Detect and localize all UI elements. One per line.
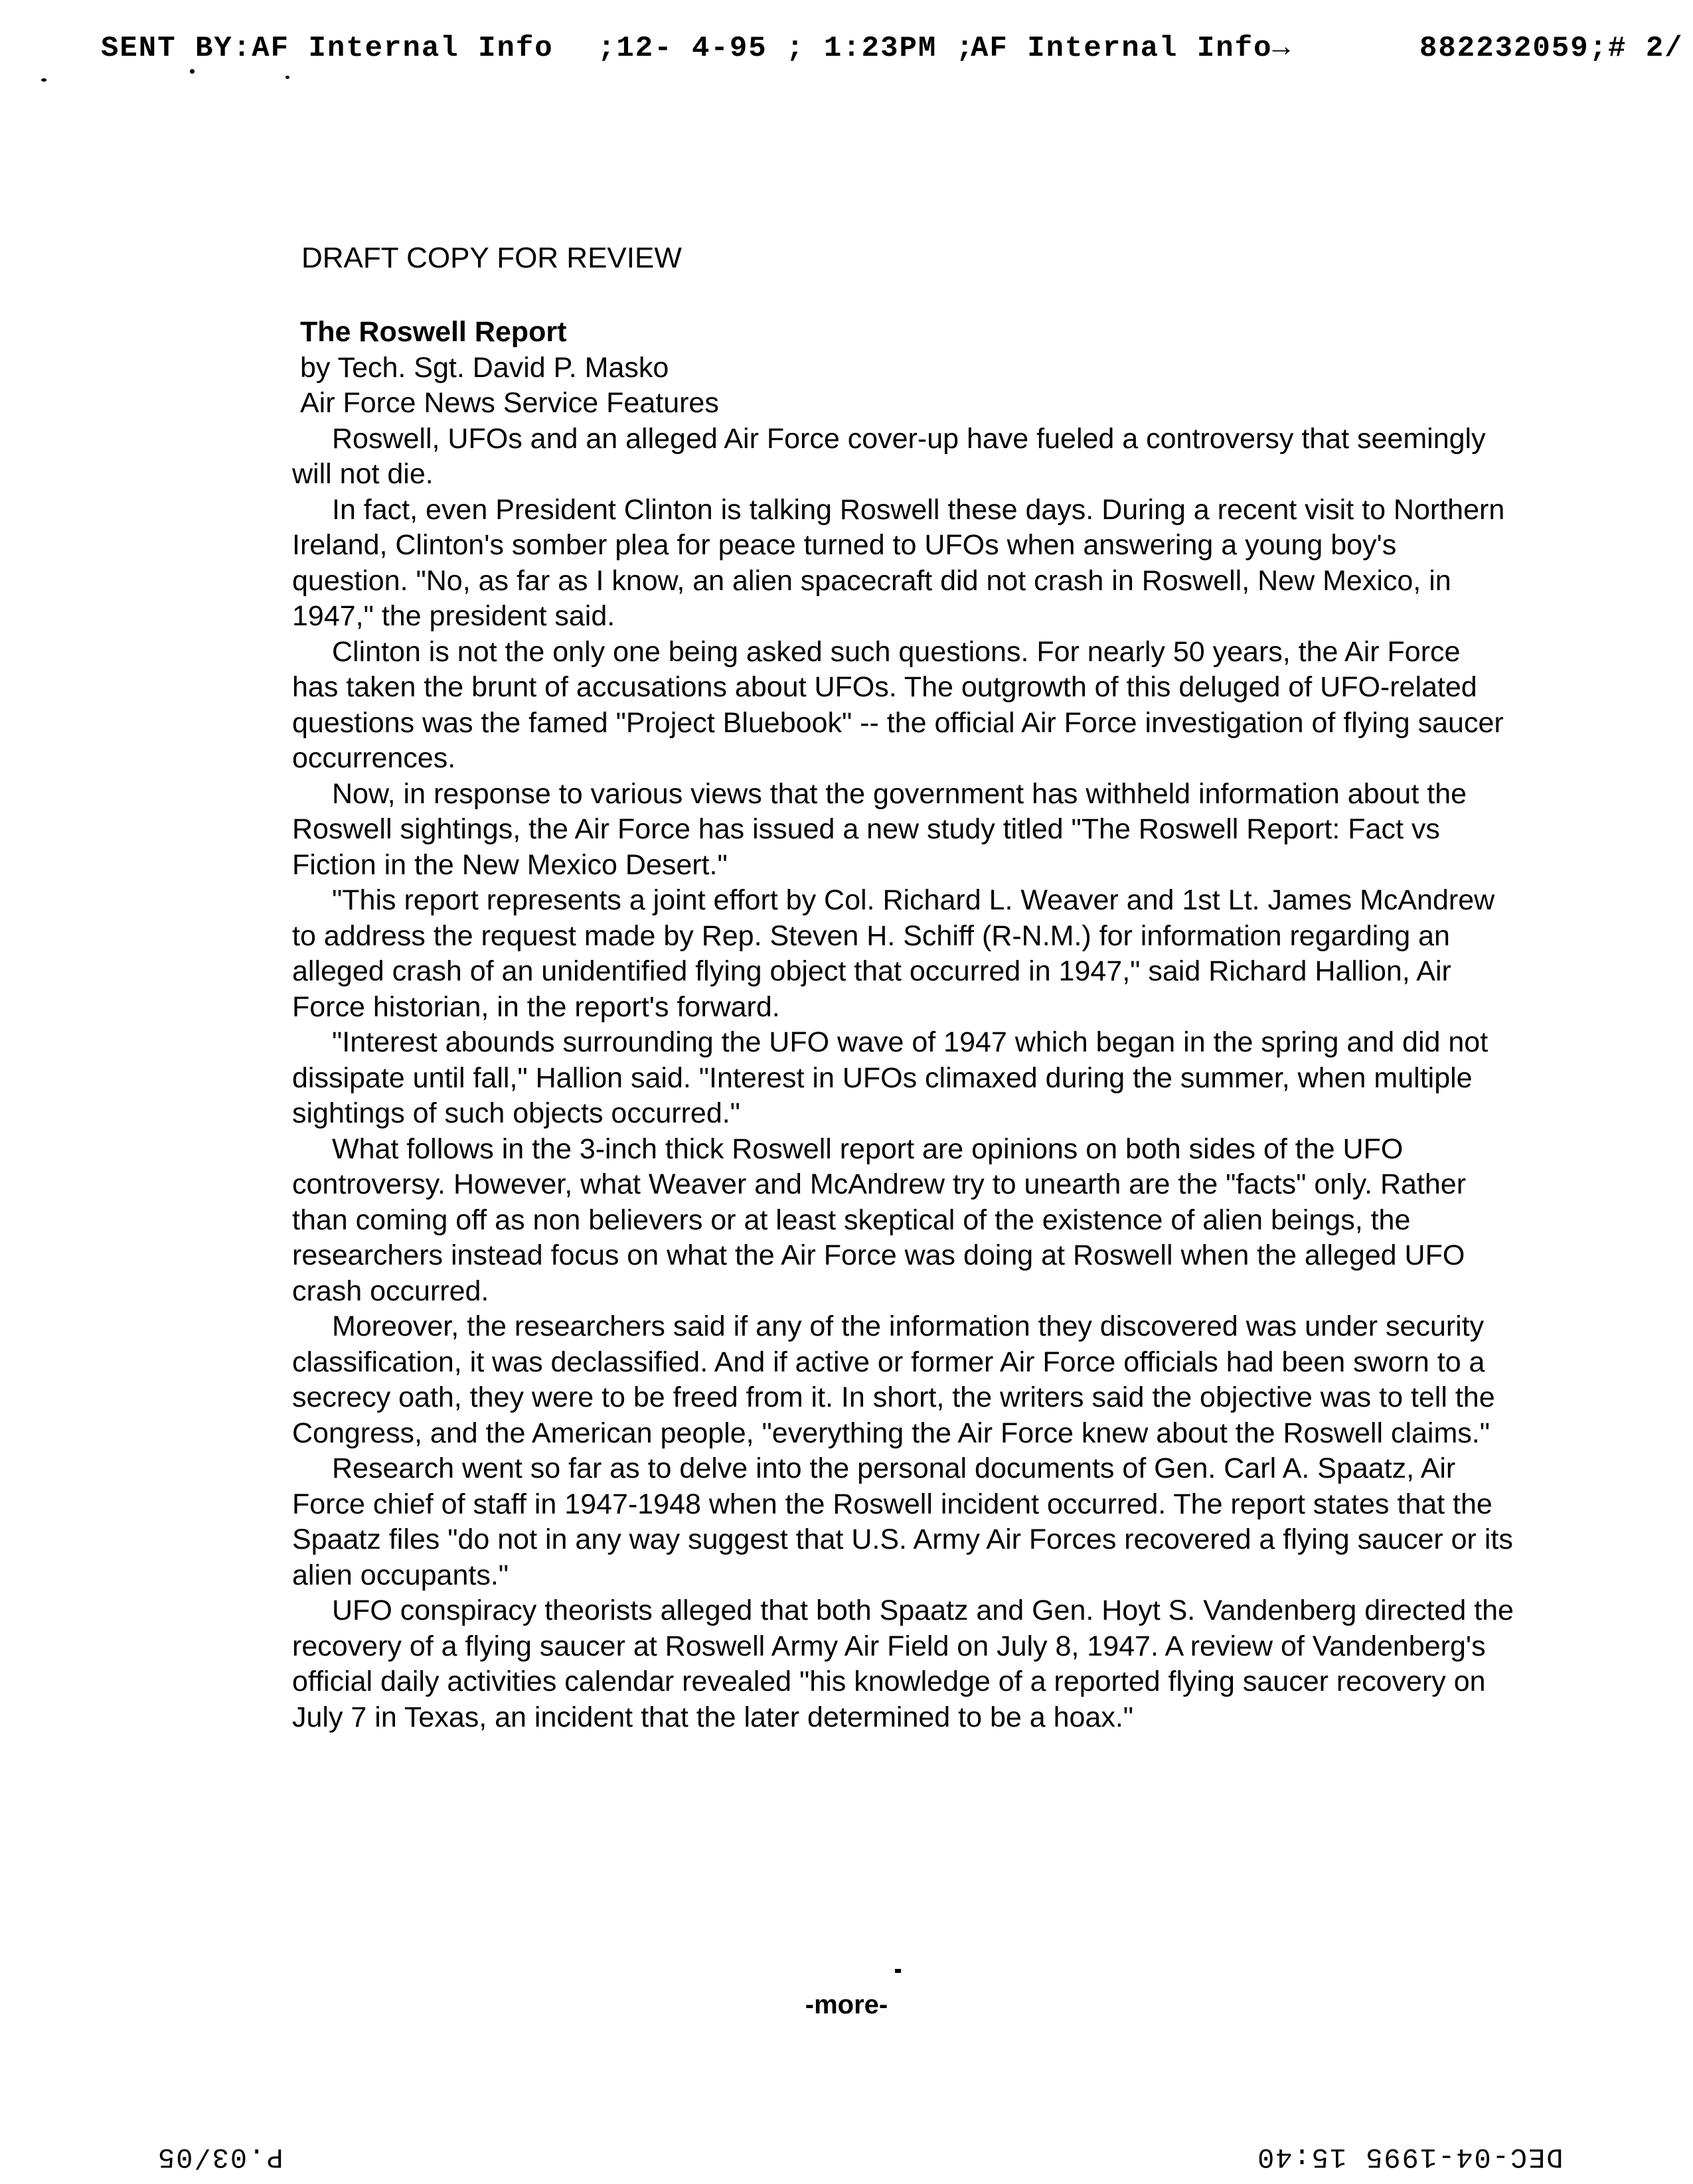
article <box>292 315 1514 1735</box>
fax-sent-by: SENT BY:AF Internal Info <box>101 32 554 65</box>
scan-speck <box>41 78 46 82</box>
article-paragraph: What follows in the 3-inch thick Roswell report are opinions on both sides of the UFO controversy. However, what Weaver and McAndrew try to unearth are the "facts" only. Rather than coming off as non believers or at least skeptical of the existence of alien beings, the researchers instead focus on what the Air Force was doing at Roswell when the alleged UFO crash occurred. <box>292 1132 1467 1307</box>
article-paragraph: "Interest abounds surrounding the UFO wave of 1947 which began in the spring and did not dissipate until fall," Hallion said. "Interest in UFOs climaxed during the summer, when multiple sightings of such objects occurred." <box>292 1026 1489 1129</box>
article-paragraph: "This report represents a joint effort by Col. Richard L. Weaver and 1st Lt. James McAndrew to address the request made by Rep. Steven H. Schiff (R-N.M.) for information regarding an alleged crash of an unidentified flying object that occurred in 1947," said Richard Hallion, Air Force historian, in the report's forward. <box>292 884 1495 1023</box>
footer-timestamp: DEC-04-1995 15:40 <box>1256 2141 1564 2173</box>
fax-date-time: ;12- 4-95 ; 1:23PM ; <box>598 32 975 65</box>
fax-header <box>0 32 1693 72</box>
article-paragraph: In fact, even President Clinton is talking Roswell these days. During a recent visit to Northern Ireland, Clinton's somber plea for peace turned to UFOs when answering a young boy's question. "No, as far as I know, an alien spacecraft did not crash in Roswell, New Mexico, in 1947," the president said. <box>292 493 1505 632</box>
draft-label: DRAFT COPY FOR REVIEW <box>301 242 682 274</box>
article-service: Air Force News Service Features <box>300 387 719 419</box>
article-paragraph: Roswell, UFOs and an alleged Air Force cover-up have fueled a controversy that seemingly will not die. <box>292 422 1486 490</box>
article-paragraph: Research went so far as to delve into the personal documents of Gen. Carl A. Spaatz, Air Force chief of staff in 1947-1948 when the Roswell incident occurred. The report states that the Spaatz files "do not in any way suggest that U.S. Army Air Forces recovered a flying saucer or its alien occupants." <box>292 1452 1513 1591</box>
more-label: -more- <box>805 1990 888 2019</box>
article-title: The Roswell Report <box>300 316 567 348</box>
article-byline: by Tech. Sgt. David P. Masko <box>300 351 669 384</box>
article-paragraph: UFO conspiracy theorists alleged that both Spaatz and Gen. Hoyt S. Vandenberg directed the recovery of a flying saucer at Roswell Army Air Field on July 8, 1947. A review of Vandenberg's official daily activities calendar revealed "his knowledge of a reported flying saucer recovery on July 7 in Texas, an incident that the later determined to be a hoax." <box>292 1595 1514 1733</box>
scan-speck <box>190 69 195 74</box>
fax-number: 882232059;# 2/ <box>1419 32 1684 65</box>
article-paragraph: Clinton is not the only one being asked such questions. For nearly 50 years, the Air Force has taken the brunt of accusations about UFOs. The outgrowth of this deluged of UFO-related questions was the famed "Project Bluebook" -- the official Air Force investigation of flying saucer occurrences. <box>292 635 1504 774</box>
footer-page-number: P.03/05 <box>157 2141 283 2173</box>
scan-speck <box>895 1969 901 1973</box>
fax-to: AF Internal Info→ <box>971 32 1291 65</box>
article-paragraph: Now, in response to various views that the government has withheld information about the Roswell sightings, the Air Force has issued a new study titled "The Roswell Report: Fact vs Fiction in the New Mexico Desert." <box>292 777 1467 881</box>
article-paragraph: Moreover, the researchers said if any of the information they discovered was under security classification, it was declassified. And if active or former Air Force officials had been sworn to a secrecy oath, they were to be freed from it. In short, the writers said the objective was to tell the Congress, and the American people, "everything the Air Force knew about the Roswell claims." <box>292 1310 1495 1449</box>
scan-speck <box>285 76 289 79</box>
